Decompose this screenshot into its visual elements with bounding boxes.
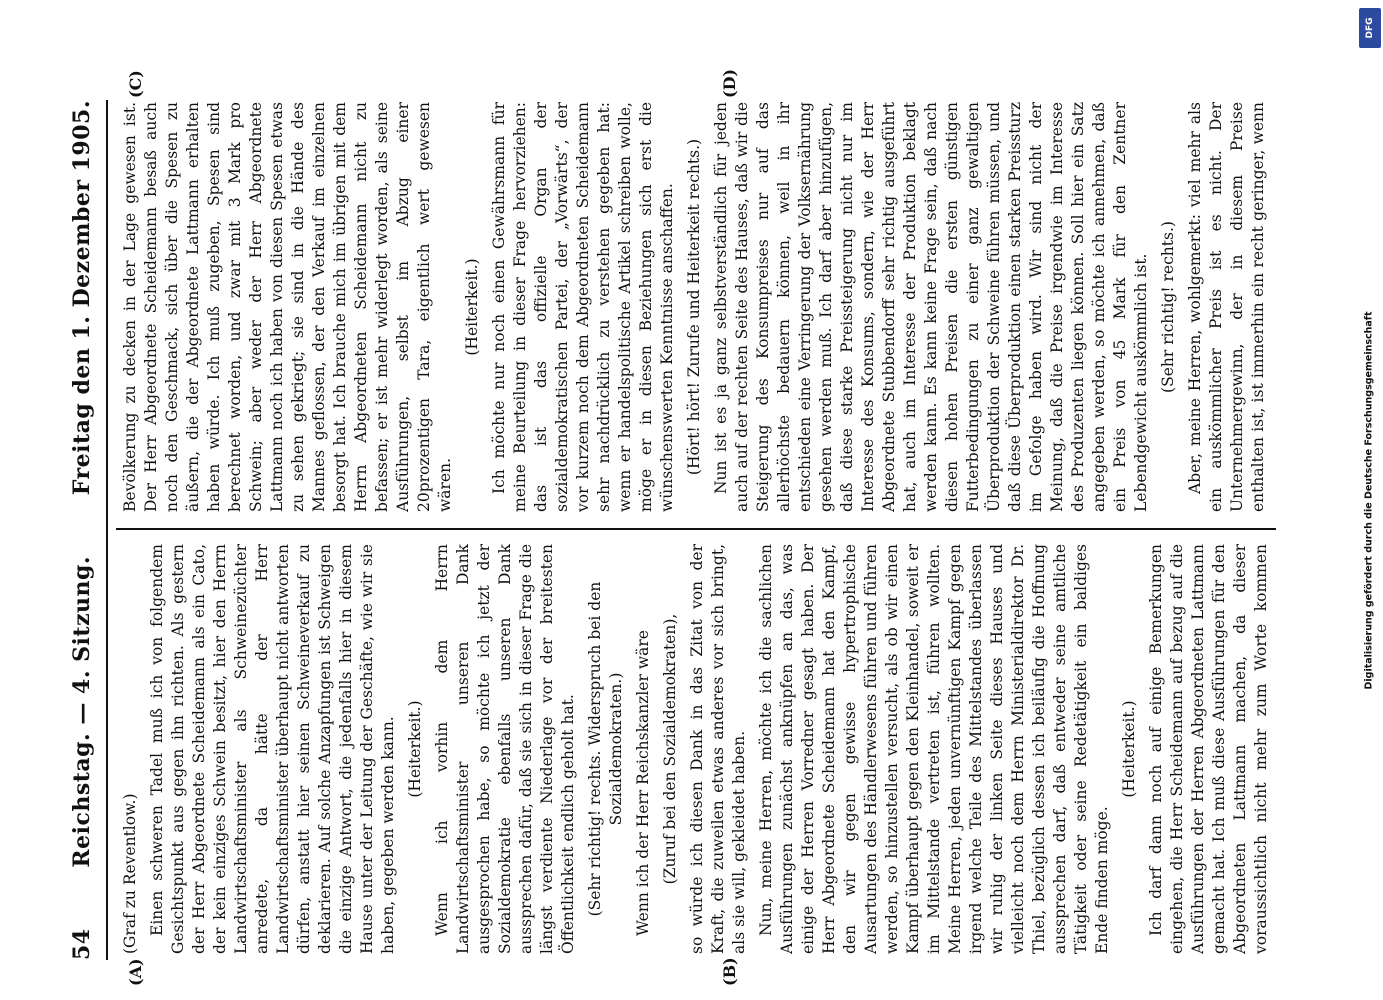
paragraph: Ich darf dann noch auf einige Bemerkungen eingehen, die Herr Scheidemann auf bezug auf die Ausführungen der Herren Abgeordneten Lattmann gemacht hat. Ich muß diese Ausführungen für den Abgeordneten Lattmann machen, da dieser voraussichtlich nicht mehr zum Worte kommen [1147, 544, 1270, 954]
column-divider [116, 528, 1276, 530]
left-column [120, 544, 1270, 954]
right-column [120, 102, 1270, 512]
margin-mark-c: (C) [126, 70, 145, 98]
paragraph: Wenn ich vorhin dem Herrn Landwirtschaftsminister unseren Dank ausgesprochen habe, so möchte ich jetzt der Sozialdemokratie ebenfalls unseren Dank aussprechen dafür, daß sie sich in dieser Frage die längst verdiente Niederlage vor der breitesten Öffentlichkeit endlich geholt hat. [433, 544, 577, 954]
interjection: (Hört! hört! Zurufe und Heiterkeit rechts.) [685, 138, 703, 476]
interjection: (Sehr richtig! rechts. Widerspruch bei den Sozialdemokraten.) [586, 581, 625, 917]
paragraph: Bevölkerung zu decken in der Lage gewesen ist. Der Herr Abgeordnete Scheidemann besaß auch noch den Geschmack, sich über die Spesen zu äußern, die der Abgeordnete Lattmann erhalten haben würde. Ich muß zugeben, Spesen sind berechnet worden, und zwar mit 3 Mark pro Schwein; aber weder der Herr Abgeordnete Lattmann noch ich haben von diesen Spesen etwas zu sehen gekriegt; sie sind in die Hände des Mannes geflossen, der den Verkauf im einzelnen besorgt hat. Ich brauche mich im übrigen mit dem Herrn Abgeordneten Scheidemann nicht zu befassen; er ist mehr widerlegt worden, als seine Ausführungen, selbst im Abzug einer 20prozentigen Tara, eigentlich wert gewesen wären. [121, 102, 454, 512]
header-rule [106, 100, 108, 960]
interjection: (Sehr richtig! rechts.) [1159, 221, 1177, 393]
paragraph: Ich möchte nur noch einen Gewährsmann für meine Beurteilung in dieser Frage hervorziehen: das ist das offizielle Organ der sozialdemokratischen Partei, der „Vorwärts“, der vor kurzem noch dem Abgeordneten Scheidemann sehr nachdrücklich zu verstehen gegeben hat: wenn er handelspolitische Artikel schreiben wolle, möge er in diesen Beziehungen sich erst die wünschenswerten Kenntnisse anschaffen. [490, 102, 676, 512]
dfg-logo-text: DFG [1365, 17, 1375, 39]
session-title: Reichstag. — 4. Sitzung. [69, 555, 95, 868]
digitization-credit [1361, 10, 1377, 990]
page-header [68, 100, 96, 960]
margin-mark-b: (B) [720, 957, 739, 986]
paragraph: Aber, meine Herren, wohlgemerkt: viel mehr als ein auskömmlicher Preis ist es nicht. Der Unternehmergewinn, der in diesem Preise enthalten ist, ist immerhin ein recht geringer, wenn [1186, 102, 1267, 512]
paragraph: Wenn ich der Herr Reichskanzler wäre [634, 630, 652, 936]
paragraph: so würde ich diesen Dank in das Zitat von der Kraft, die zuweilen etwas anderes vor sich bringt, als sie will, gekleidet haben. [688, 544, 748, 954]
paragraph: Einen schweren Tadel muß ich von folgendem Gesichtspunkt aus gegen ihn richten. Als gestern der Herr Abgeordnete Scheidemann als ein Cato, der kein einziges Schwein besitzt, hier den Herrn Landwirtschaftsminister als Schweinezüchter anredete, da hätte der Herr Landwirtschaftsminister überhaupt nicht antworten dürfen, anstatt hier seinen Schweineverkauf zu deklarieren. Auf solche Anzapfungen ist Schweigen die einzige Antwort, die jedenfalls hier in diesem Hause unter der Leitung der Geschäfte, wie wir sie haben, gegeben werden kann. [148, 544, 397, 954]
margin-mark-d: (D) [720, 68, 739, 98]
interjection: (Heiterkeit.) [463, 258, 481, 356]
rotated-page [20, 68, 1320, 1000]
credit-text: Digitalisierung gefördert durch die Deutsche Forschungsgemeinschaft [1363, 311, 1375, 689]
page-number: 54 [69, 928, 95, 960]
margin-mark-a: (A) [126, 958, 145, 986]
interjection: (Heiterkeit.) [406, 700, 424, 798]
paragraph: Nun, meine Herren, möchte ich die sachlichen Ausführungen zunächst anknüpfen an das, was einige der Herren Vorredner gesagt haben. Der Herr Abgeordnete Scheidemann hat den Kampf, den wir gegen gewisse hypertrophische Ausartungen des Händlerwesens führen und führen werden, so hinzustellen versucht, als ob wir einen Kampf überhaupt gegen den Kleinhandel, soweit er im Mittelstande vertreten ist, führen wollten. Meine Herren, jeden unvernünftigen Kampf gegen irgend welche Teile des Mittelstandes überlassen wir ruhig der linken Seite dieses Hauses und vielleicht noch dem Herrn Ministerialdirektor Dr. Thiel, bezüglich dessen ich beiläufig die Hoffnung aussprechen darf, daß entweder seine amtliche Tätigkeit oder seine Redetätigkeit ein baldiges Ende finden möge. [757, 544, 1111, 954]
interjection: (Zuruf bei den Sozialdemokraten), [661, 613, 679, 885]
paragraph: (Graf zu Reventlow.) [121, 793, 139, 954]
session-date: Freitag den 1. Dezember 1905. [69, 100, 95, 496]
interjection: (Heiterkeit.) [1120, 700, 1138, 798]
paragraph: Nun ist es ja ganz selbstverständlich für jeden auch auf der rechten Seite des Hauses, daß wir die Steigerung des Konsumpreises nur auf das allerhöchste bedauern können, weil in ihr entschieden eine Verringerung der Volksernährung gesehen werden muß. Ich darf aber hinzufügen, daß diese starke Preissteigerung nicht nur im Interesse des Konsums, sondern, wie der Herr Abgeordnete Stubbendorff sehr richtig ausgeführt hat, auch im Interesse der Produktion beklagt werden kann. Es kann keine Frage sein, daß nach diesen hohen Preisen die ersten günstigen Futterbedingungen zu einer ganz gewaltigen Überproduktion der Schweine führen müssen, und daß diese Überproduktion einen starken Preissturz im Gefolge haben wird. Wir sind nicht der Meinung, daß die Preise irgendwie im Interesse des Produzenten liegen können. Soll hier ein Satz angegeben werden, so möchte ich annehmen, daß ein Preis von 45 Mark für den Zentner Lebendgewicht auskömmlich ist. [712, 102, 1150, 512]
